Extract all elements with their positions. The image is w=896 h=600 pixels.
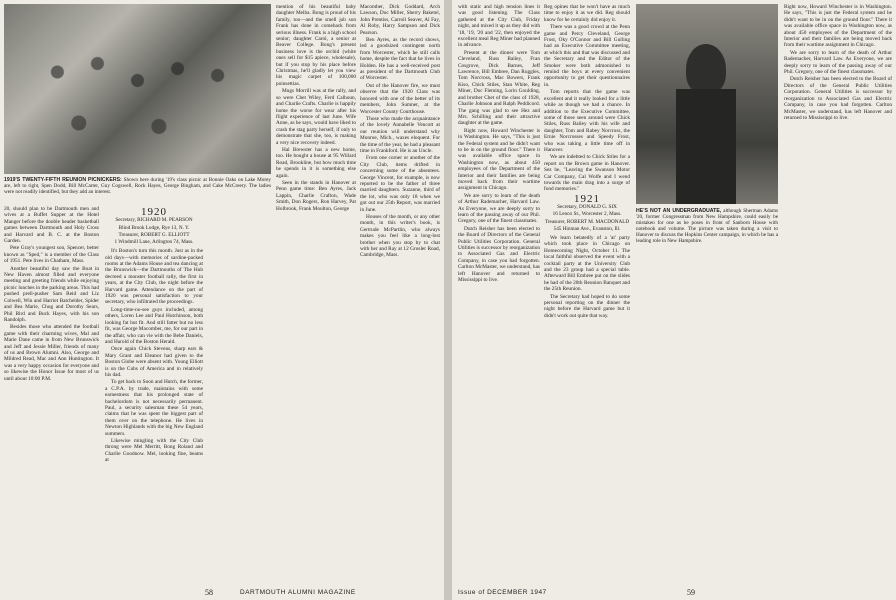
magazine-title-footer: DARTMOUTH ALUMNI MAGAZINE bbox=[240, 589, 356, 596]
left-column-2: 1920 Secretary, RICHARD M. PEARSON Blind Brook Lodge, Rye 13, N. Y. Treasurer, ROBERT G. ELLIOTT 1 Windmill Lane, Arlington 74, Mass. It's Boston's turn this month. Just as in the old days—with memories of sardine-packed rooms at the Adams House and tea dancing at the Brunswick—the Dartmouths of The Hub decreed a monster football rally, the first in years, at the City Club, the night before the Harvard game. Attendance on the part of 1920 was personal satisfaction to your secretary, who infiltrated the proceedings. Long-time-no-see guys included, among others, Loren Lee and Paul Hutchinson, both looking fat but fit. And still fatter but no less fit, was George Macomber, me, for our part in the affair, who can vie with the Bebe Daniels, and Harold of the Boston Herald. Once again Chick Stevens, sharp ears & Mary Grant and Eleanor had given to the Boston Globe were absent with. Young Elliott is on the Cubs of America and in relatively his dad. To get back to Soon and Hutch, the former, a C.P.A. by trade, maintains with some earnestness that his prolonged state of bachelordom is not necessarily permanent. Paul, a security salesman these 54 years, claims that he was spent the biggest part of them over on the telephone. He lives in Newton Highlands with the big New England summers. Likewise mingling with the City Club throng were Mel Merritt, Bong Roland and Charlie Goodnow. Mel, looking fine, beams at bbox=[105, 206, 203, 464]
page-gutter bbox=[444, 0, 452, 600]
left-column-4: Macomber, Dick Goddard, Arch Lawson, Doc Miller, Sherry Baketel, John Prentiss, Carroll Seaver, Al Fay, Al Roby, Harry Sampson and Dick Pearson. Ben Ayres, as the record shows, led a goodsized contingent north from Worcester, which he still calls home, despite the fact that he lives in Holden. He has a well-received post as president of the Dartmouth Club of Worcester. Out of the Hanover fire, we must observe that the 1920 Class was honored with one of the better of its members, John Sumner, at the Worcester County Courthouse. Those who made the acquaintance of the lovely Annabelle Vencott at our reunion will understand why Monroe, Mich., waxes eloquent. For the time of the year, he had a pleasant time in Frankford. He is an Uncle. From one corner or another of the City Club, items drifted in concerning some of the absentees. George Vincent, for example, is now reported to be the father of three married daughters. Suzanne, third of the lot, who was only 18 when we got out our 25th Report, was married in June. Houses of the month, or any other month, in this writer's book, is Gertrude McPartlin, who always makes you feel like a long-lost brother when you stop by to chat with her and Ray at 12 Grosler Road, Cambridge, Mass. bbox=[360, 4, 440, 259]
issue-date-footer: Issue of DECEMBER 1947 bbox=[458, 589, 547, 596]
adams-photo-caption: HE'S NOT AN UNDERGRADUATE, although Sherman Adams '20, former Congressman from New Hampshire, could easily be mistaken for one as he poses in front of Sanborn House with notebook and volume. The picture was taken during a visit to Hanover to discuss the Hopkins Center campaign, in which he has a leading role in New Hampshire. bbox=[636, 208, 778, 244]
class-year-heading-1921: 1921 bbox=[574, 192, 600, 205]
class-year-heading: 1920 bbox=[141, 206, 167, 218]
page-number-right: 59 bbox=[687, 588, 695, 597]
left-magazine-page bbox=[0, 0, 444, 600]
reunion-photo-caption: 1919'S TWENTY-FIFTH REUNION PICNICKERS: Shown here during '19's class picnic at Bonnie Oaks on Lake Morey are, left to right, Spen Dodd, Bill McCarter, Guy Cogswell, Rock Hayes, George Bingham, and Cake McCreery. The ladies were not readily identified, but they add an interest. bbox=[4, 177, 271, 195]
left-column-3-text: mention of his beautiful baby daughter Melba. Bong is proud of his family, too—and the smell job son Frank has done in comeback from serious illness. Frank is a high school senior; daughter Carol, a senior at Beaver College. Bong's present business love is the orchid (white ones sell for $15 apiece, wholesale), but if you stop by his place before Christmas, he'll gladly let you view his magic carpet of 100,000 poinsettias. Mugs Morrill was at the rally, and so were Chet Wiley, Ferd Calhoun, and Charlie Crafts. Charlie is happily home the worse for wear after his flight experience of last June. Wife Anne, as he says, would have liked to crash the stag party herself, if only to demonstrate that she, too, is making a very nice recovery indeed. Hal Brewster has a new home, too. He bought a house at 95 Willard Road, Brookline, but how much time he spends in it is something else again. Seen in the stands in Hanover at Penn game time: Ben Ayres, Jack Lappin, Charlie Crafton, Wade Smith, Don Rogers, Ron Harvey, Pat Holbrook, Frank Moulton, George bbox=[276, 4, 356, 212]
sherman-adams-photo bbox=[636, 4, 778, 204]
right-column-1: with static and high tension lines it was good listening. The Class gathered at the City Club, Friday night, and mixed it up as they did with '18, '19, '20 and '22, then enjoyed the excellent meal Reg Miner had planned in advance. Present at the dinner were Tom Cleveland, Russ Bailey, Fran Cosgrove, Dick Barnes, Jeff Lawrence, Bill Embree, Dan Ruggles, Tom Norcross, Mac Bowers, Frank Kiso, Chick Stiles, Stan White, Reg Miner, Doc Fleming, Lorin Goulding, and brother Chet of the class of 1928, Charlie Johnson and Ralph Peddicord. The gang was glad to see Hez and Mrs. Schilling and their attractive daughter at the game. Right now, Howard Winchester is in Washington. He says, "This is just the Federal system and he didn't want to be in on the ground floor." There it was available office space in Washington now, as about 450 employees of the Department of the Interior and their families are being moved back from their wartime assignment in Chicago. We are sorry to learn of the death of Arthur Rademacher, Harvard Law. As Everyone, we are deeply sorry to learn of the passing away of our Phil. Gregory, one of the finest classmates. Dutch Reisher has been elected to the Board of Directors of the General Public Utilities Corporation. General Utilities is successor by reorganization to Associated Gas and Electric Company, in case you had forgotten. Carlton McMaster, we understand, has left Hanover and returned to Mississippi to live. bbox=[458, 4, 540, 284]
left-column-1: 20, should plan to be Dartmouth men and wives at a Buffet Supper at the Hotel Manger before the double header basketball games between Dartmouth and Holy Cross and Harvard and B. C. at the Boston Garden. Pete Gray's youngest son, Spencer, better known as "Sped," is a member of the Class of 1951. Pete lives in Chatham, Mass. Another beautiful day saw the Boat in New Haven almost filled and everyone meeting and greeting friends while enjoying picnic lunches in the parking areas. This had pushed prell-pusher Sam Reid and Liz Colwell, Win and Harriet Batchelder, Spider and Bea Marie, Chug and Dorothy Sears, Phil Bird and Buck Hayes, with his son Randolph. Besides those who attended the football game with their charming wives, Mal and Marie Dane came in from New Brunswick and Jeff and Jessie Miller, friends of many of us and Brown Alumni. Also, George and Mildred Read, Mac and Ann Huntington. It was a very happy occasion for everyone and so likewise the Honor Issue for most of us until about 10:00 P.M. bbox=[4, 206, 99, 382]
right-column-2: Reg opines that he won't have as much time to enjoy it as we did. Reg should know for he certainly did enjoy it. There was a good crowd at the Penn game and Percy Cleveland, George Frost, Oky O'Connor and Bill Gulling had an Executive Committee meeting, at which this and that was discussed and the Secretary and the Editor of the Smoker were both admonished to remind the boys at every convenient opportunity to get their questionnaires in. Tom reports that the game was excellent and it really looked for a little while as though we had a chance. In addition to the Executive Committee, some of those seen around were Chick Stiles, Russ Bailey with his wife and daughter, Tom and Rabey Norcross, the Ernie Norcrosses and Speedy Frost, who was taking a little time off in Hanover. We are indebted to Chick Stiles for a report on the Brown game in Hanover. Sez he, "Leaving the Swanson Motor Car Company, Cal Wolfe and I wend towards the main drag into a surge of fond memories." 1921 Secretary, DONALD G. SIX 16 Lenox St., Worcester 2, Mass. Treasurer, ROBERT M. MACDONALD 545 Hinman Ave., Evanston, Ill. We learn belatedly of a 'at' party which took place in Chicago on Homecoming Night, October 11. The local faithful observed the event with a cocktail party at the University Club and the 23 group had a special table. Afterward Bill Embree put on the slides he had of the 20th Reunion Banquet and the 25th Reunion. The Secretary had hoped to do some personal reporting on the dinner the night before the Harvard game but it didn't work out quite that way. bbox=[544, 4, 630, 319]
right-column-3: Right now, Howard Winchester is in Washington. He says, "This is just the Federal system and he didn't want to be in on the ground floor." There it was available office space in Washington now, as about 450 employees of the Department of the Interior and their families are being moved back from their wartime assignment in Chicago. We are sorry to learn of the death of Arthur Rademacher, Harvard Law. As Everyone, we are deeply sorry to learn of the passing away of our Phil. Gregory, one of the finest classmates. Dutch Reisher has been elected to the Board of Directors of the General Public Utilities Corporation. General Utilities is successor by reorganization to Associated Gas and Electric Company, in case you had forgotten. Carlton McMaster, we understand, has left Hanover and returned to Mississippi to live. bbox=[784, 4, 892, 121]
page-number-left: 58 bbox=[205, 588, 213, 597]
right-magazine-page bbox=[452, 0, 896, 600]
